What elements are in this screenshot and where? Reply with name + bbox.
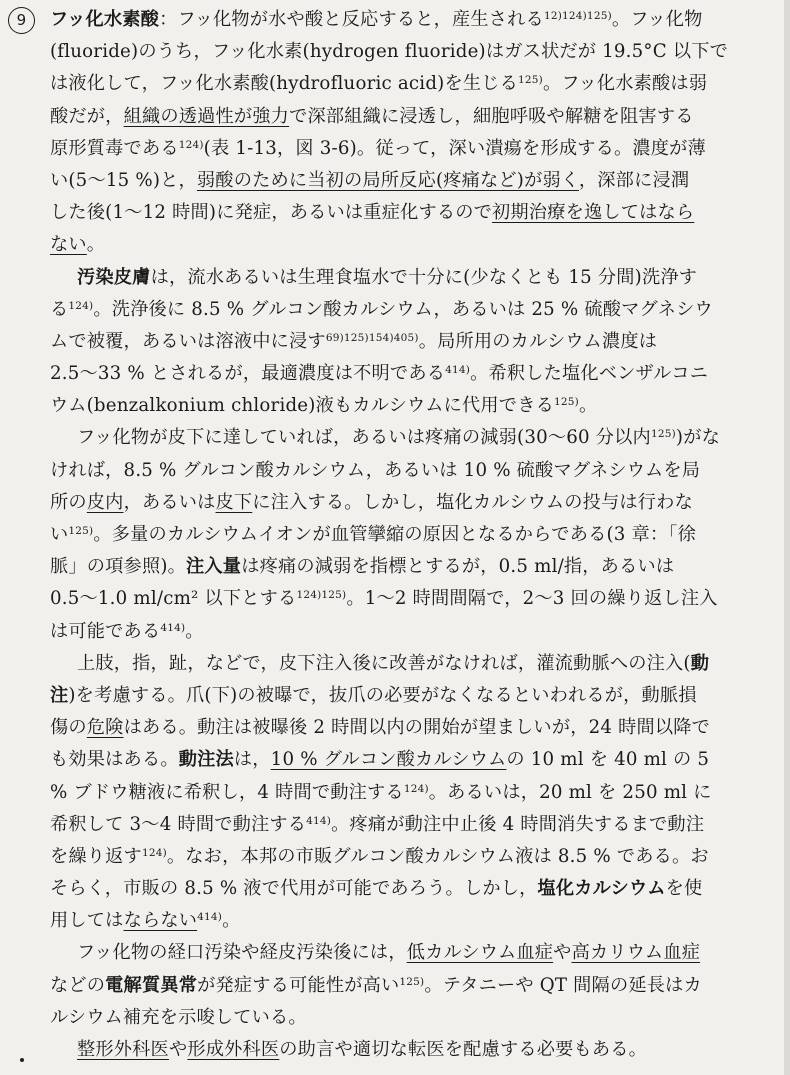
text-run: 。 bbox=[86, 234, 106, 256]
bold-term: 動 bbox=[690, 652, 710, 674]
citation-ref: 414) bbox=[160, 621, 186, 634]
text-run: や bbox=[168, 1039, 188, 1060]
text-line bbox=[50, 970, 766, 1002]
citation-ref: 124) bbox=[68, 299, 94, 312]
text-run: ければ，8.5 % グルコン酸カルシウム，あるいは 10 % 硫酸マグネシウムを局 bbox=[50, 459, 701, 481]
underlined-text: ならない bbox=[123, 910, 198, 932]
bold-term: フッ化水素酸 bbox=[50, 9, 160, 30]
text-run: 。なお，本邦の市販グルコン酸カルシウム液は 8.5 % である。お bbox=[166, 845, 709, 867]
bold-term: 注 bbox=[50, 684, 69, 706]
underlined-text: 初期治療を逸してはなら bbox=[492, 202, 695, 224]
underlined-text: 皮内 bbox=[86, 491, 124, 513]
text-run: で深部組織に浸透し，細胞呼吸や解糖を阻害する bbox=[289, 105, 694, 127]
underlined-text: 低カルシウム血症 bbox=[406, 942, 554, 964]
bold-term: 注入量 bbox=[186, 556, 242, 578]
underlined-text: 組織の透過性が強力 bbox=[123, 105, 290, 127]
text-line bbox=[50, 36, 766, 68]
text-run: 希釈して 3〜4 時間で動注する bbox=[50, 813, 307, 835]
text-run: の助言や適切な転医を配慮する必要もある。 bbox=[279, 1039, 648, 1060]
citation-ref: 124)125) bbox=[296, 589, 347, 602]
text-run: )を考慮する。爪(下)の被曝で，抜爪の必要がなくなるといわれるが，動脈損 bbox=[68, 684, 697, 706]
text-run: 。多量のカルシウムイオンが血管攣縮の原因となるからである(3 章：「徐 bbox=[93, 524, 696, 545]
text-run: は液化して，フッ化水素酸(hydrofluoric acid)を生じる bbox=[50, 73, 519, 95]
text-line bbox=[50, 487, 766, 519]
text-run: 。フッ化物 bbox=[611, 9, 703, 30]
text-run: ，深部に浸潤 bbox=[578, 169, 690, 191]
text-line bbox=[50, 165, 766, 197]
text-run: は疼痛の減弱を指標とするが，0.5 ml/指，あるいは bbox=[241, 556, 675, 578]
text-run: (fluoride)のうち，フッ化水素(hydrogen fluoride)はガス状だが 19.5°C 以下で bbox=[50, 41, 728, 63]
text-run: 。疼痛が動注中止後 4 時間消失するまで動注 bbox=[331, 813, 705, 835]
text-run: 。テタニーや QT 間隔の延長はカ bbox=[424, 974, 702, 996]
text-run: ，あるいは bbox=[123, 491, 216, 513]
text-run: フッ化物の経口汚染や経皮汚染後には， bbox=[77, 942, 407, 964]
text-run: い(5〜15 %)と， bbox=[50, 169, 197, 191]
citation-ref: 125) bbox=[68, 525, 94, 537]
paragraph-lines bbox=[50, 4, 766, 1066]
citation-ref: 12)124)125) bbox=[543, 10, 612, 22]
margin-dot bbox=[20, 1058, 24, 1062]
text-run: ウム(benzalkonium chloride)液もカルシウムに代用できる bbox=[50, 395, 554, 417]
text-run: が発症する可能性が高い bbox=[197, 974, 400, 996]
text-line bbox=[50, 262, 766, 294]
text-run: そらく，市販の 8.5 % 液で代用が可能であろう。しかし， bbox=[50, 878, 538, 900]
text-line bbox=[50, 744, 766, 776]
text-run: 。フッ化水素酸は弱 bbox=[542, 73, 708, 95]
text-line bbox=[50, 873, 766, 905]
bold-term: 汚染皮膚 bbox=[77, 266, 151, 288]
text-run: に注入する。しかし，塩化カルシウムの投与は行わな bbox=[252, 491, 693, 513]
underlined-text: 10 % グルコン酸カルシウム bbox=[270, 749, 507, 771]
text-line bbox=[50, 680, 766, 712]
text-line bbox=[50, 712, 766, 744]
text-run: 。希釈した塩化ベンザルコニ bbox=[470, 363, 709, 385]
bold-term: 電解質異常 bbox=[105, 974, 198, 996]
text-line bbox=[50, 68, 766, 100]
text-run: 。 bbox=[578, 395, 598, 417]
citation-ref: 414) bbox=[197, 911, 223, 924]
text-run: ムで被覆，あるいは溶液中に浸す bbox=[50, 330, 326, 352]
citation-ref: 125) bbox=[553, 396, 579, 409]
citation-ref: 414) bbox=[445, 364, 471, 377]
text-line bbox=[50, 551, 766, 583]
text-run: い bbox=[50, 524, 69, 545]
text-run: 0.5〜1.0 ml/cm² 以下とする bbox=[50, 588, 297, 610]
text-run: 。 bbox=[185, 620, 204, 642]
text-run: の 10 ml を 40 ml の 5 bbox=[506, 749, 710, 771]
underlined-text: 形成外科医 bbox=[187, 1039, 280, 1060]
text-run: 所の bbox=[50, 491, 87, 513]
text-run: を使 bbox=[665, 878, 703, 900]
text-line bbox=[50, 294, 766, 326]
text-run: も効果はある。 bbox=[50, 749, 179, 771]
text-line bbox=[50, 841, 766, 873]
text-line bbox=[50, 422, 766, 454]
text-line bbox=[50, 648, 766, 680]
underlined-text: 皮下 bbox=[215, 491, 253, 513]
underlined-text: ない bbox=[50, 234, 87, 256]
citation-ref: 125) bbox=[518, 74, 543, 87]
citation-ref: 414) bbox=[306, 814, 332, 827]
document-body bbox=[16, 4, 766, 1066]
text-run: 。あるいは，20 ml を 250 ml に bbox=[428, 781, 712, 803]
text-line bbox=[50, 455, 766, 487]
text-run: は可能である bbox=[50, 620, 161, 642]
text-run: した後(1〜12 時間)に発症，あるいは重症化するので bbox=[50, 202, 493, 224]
text-line bbox=[50, 905, 766, 937]
text-run: 用しては bbox=[50, 910, 124, 932]
text-run: は，流水あるいは生理食塩水で十分に(少なくとも 15 分間)洗浄す bbox=[150, 266, 698, 288]
text-run: 。局所用のカルシウム濃度は bbox=[418, 330, 658, 352]
text-run: ：フッ化物が水や酸と反応すると，産生される bbox=[159, 9, 544, 30]
citation-ref: 124) bbox=[178, 138, 204, 151]
underlined-text: 危険 bbox=[86, 717, 124, 739]
text-line bbox=[50, 197, 766, 229]
text-run: 上肢，指，趾，などで，皮下注入後に改善がなければ，灌流動脈への注入( bbox=[77, 652, 691, 674]
citation-ref: 125) bbox=[650, 428, 676, 441]
item-number-badge: 9 bbox=[8, 7, 35, 34]
text-line bbox=[50, 390, 766, 422]
text-run: 脈」の項参照)。 bbox=[50, 556, 187, 578]
text-line bbox=[50, 326, 766, 358]
text-run: % ブドウ糖液に希釈し，4 時間で動注する bbox=[50, 781, 404, 803]
page-edge-shadow bbox=[784, 0, 790, 1075]
text-run: や bbox=[553, 942, 572, 964]
text-run: ルシウム補充を示唆している。 bbox=[50, 1006, 307, 1028]
text-run: は， bbox=[233, 749, 271, 771]
text-run: 2.5〜33 % とされるが，最適濃度は不明である bbox=[50, 363, 446, 385]
underlined-text: 整形外科医 bbox=[77, 1039, 169, 1060]
text-line bbox=[50, 133, 766, 165]
text-run: 。洗浄後に 8.5 % グルコン酸カルシウム，あるいは 25 % 硫酸マグネシウ bbox=[93, 298, 713, 320]
bold-term: 動注法 bbox=[178, 749, 234, 771]
text-run: などの bbox=[50, 974, 106, 996]
text-run: 。 bbox=[222, 910, 241, 932]
text-line bbox=[50, 101, 766, 133]
text-line bbox=[50, 358, 766, 390]
underlined-text: 弱酸のために当初の局所反応(疼痛など)が弱く bbox=[196, 169, 579, 191]
text-line bbox=[50, 4, 766, 36]
text-line bbox=[50, 583, 766, 615]
text-line bbox=[50, 616, 766, 648]
text-run: フッ化物が皮下に達していれば，あるいは疼痛の減弱(30〜60 分以内 bbox=[77, 427, 651, 449]
citation-ref: 69)125)154)405) bbox=[325, 331, 419, 344]
text-run: 原形質毒である bbox=[50, 137, 179, 159]
text-run: 。1〜2 時間間隔で，2〜3 回の繰り返し注入 bbox=[346, 588, 718, 610]
text-run: る bbox=[50, 298, 69, 320]
underlined-text: 高カリウム血症 bbox=[571, 942, 701, 964]
text-line bbox=[50, 1002, 766, 1034]
text-run: (表 1-13，図 3-6)。従って，深い潰瘍を形成する。濃度が薄 bbox=[203, 137, 706, 159]
text-line bbox=[50, 229, 766, 261]
text-run: はある。動注は被曝後 2 時間以内の開始が望ましいが，24 時間以降で bbox=[123, 717, 711, 739]
text-line bbox=[50, 519, 766, 551]
text-line bbox=[50, 809, 766, 841]
text-run: 酸だが， bbox=[50, 105, 124, 127]
citation-ref: 124) bbox=[403, 782, 429, 795]
text-line bbox=[50, 777, 766, 809]
text-line bbox=[50, 937, 766, 969]
text-run: を繰り返す bbox=[50, 845, 142, 867]
text-run: )がな bbox=[675, 427, 720, 449]
bold-term: 塩化カルシウム bbox=[537, 878, 666, 900]
citation-ref: 125) bbox=[399, 975, 425, 988]
text-line bbox=[50, 1034, 766, 1066]
text-run: 傷の bbox=[50, 717, 87, 739]
citation-ref: 124) bbox=[141, 846, 167, 859]
